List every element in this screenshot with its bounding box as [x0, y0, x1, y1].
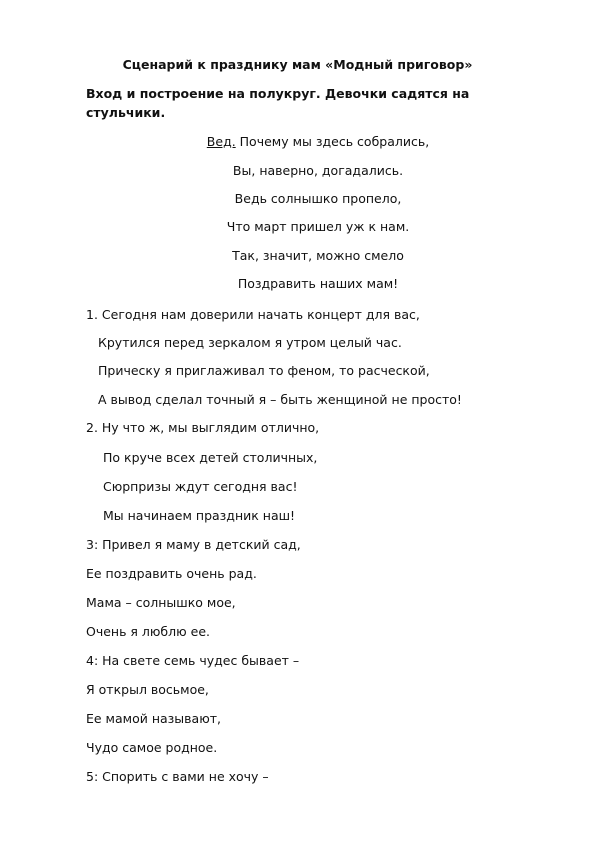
leader-label: Вед. [206, 134, 236, 149]
verse-3-line-1: 3: Привел я маму в детский сад, [86, 537, 301, 552]
poem-line-5: Так, значит, можно смело [232, 248, 404, 263]
verse-4-line-2: Я открыл восьмое, [86, 682, 209, 697]
verse-2-line-2: По круче всех детей столичных, [103, 450, 318, 465]
verse-3-line-3: Мама – солнышко мое, [86, 595, 236, 610]
verse-4-line-3: Ее мамой называют, [86, 711, 221, 726]
verse-1-line-1: 1. Сегодня нам доверили начать концерт для вас, [86, 307, 420, 322]
poem-line-1-text: Почему мы здесь собрались, [235, 134, 430, 149]
verse-1-line-3: Прическу я приглаживал то феном, то расческой, [98, 363, 430, 378]
verse-4-line-4: Чудо самое родное. [86, 740, 218, 755]
poem-line-2: Вы, наверно, догадались. [232, 163, 404, 178]
poem-line-6: Поздравить наших мам! [237, 276, 399, 291]
intro-line-1: Вход и построение на полукруг. Девочки садятся на [86, 86, 470, 101]
poem-line-3: Ведь солнышко пропело, [234, 191, 402, 206]
verse-3-line-4: Очень я люблю ее. [86, 624, 210, 639]
verse-2-line-1: 2. Ну что ж, мы выглядим отлично, [86, 420, 320, 435]
verse-2-line-4: Мы начинаем праздник наш! [103, 508, 296, 523]
verse-3-line-2: Ее поздравить очень рад. [86, 566, 257, 581]
verse-5-line-1: 5: Спорить с вами не хочу – [86, 769, 269, 784]
verse-1-line-2: Крутился перед зеркалом я утром целый час. [98, 335, 402, 350]
document-title: Сценарий к празднику мам «Модный приговор» [122, 57, 473, 72]
verse-2-line-3: Сюрпризы ждут сегодня вас! [103, 479, 298, 494]
poem-line-1 [38, 134, 595, 150]
intro-line-2: стульчики. [86, 105, 166, 120]
verse-4-line-1: 4: На свете семь чудес бывает – [86, 653, 300, 668]
verse-1-line-4: А вывод сделал точный я – быть женщиной не просто! [98, 392, 462, 407]
poem-line-4: Что март пришел уж к нам. [226, 219, 410, 234]
